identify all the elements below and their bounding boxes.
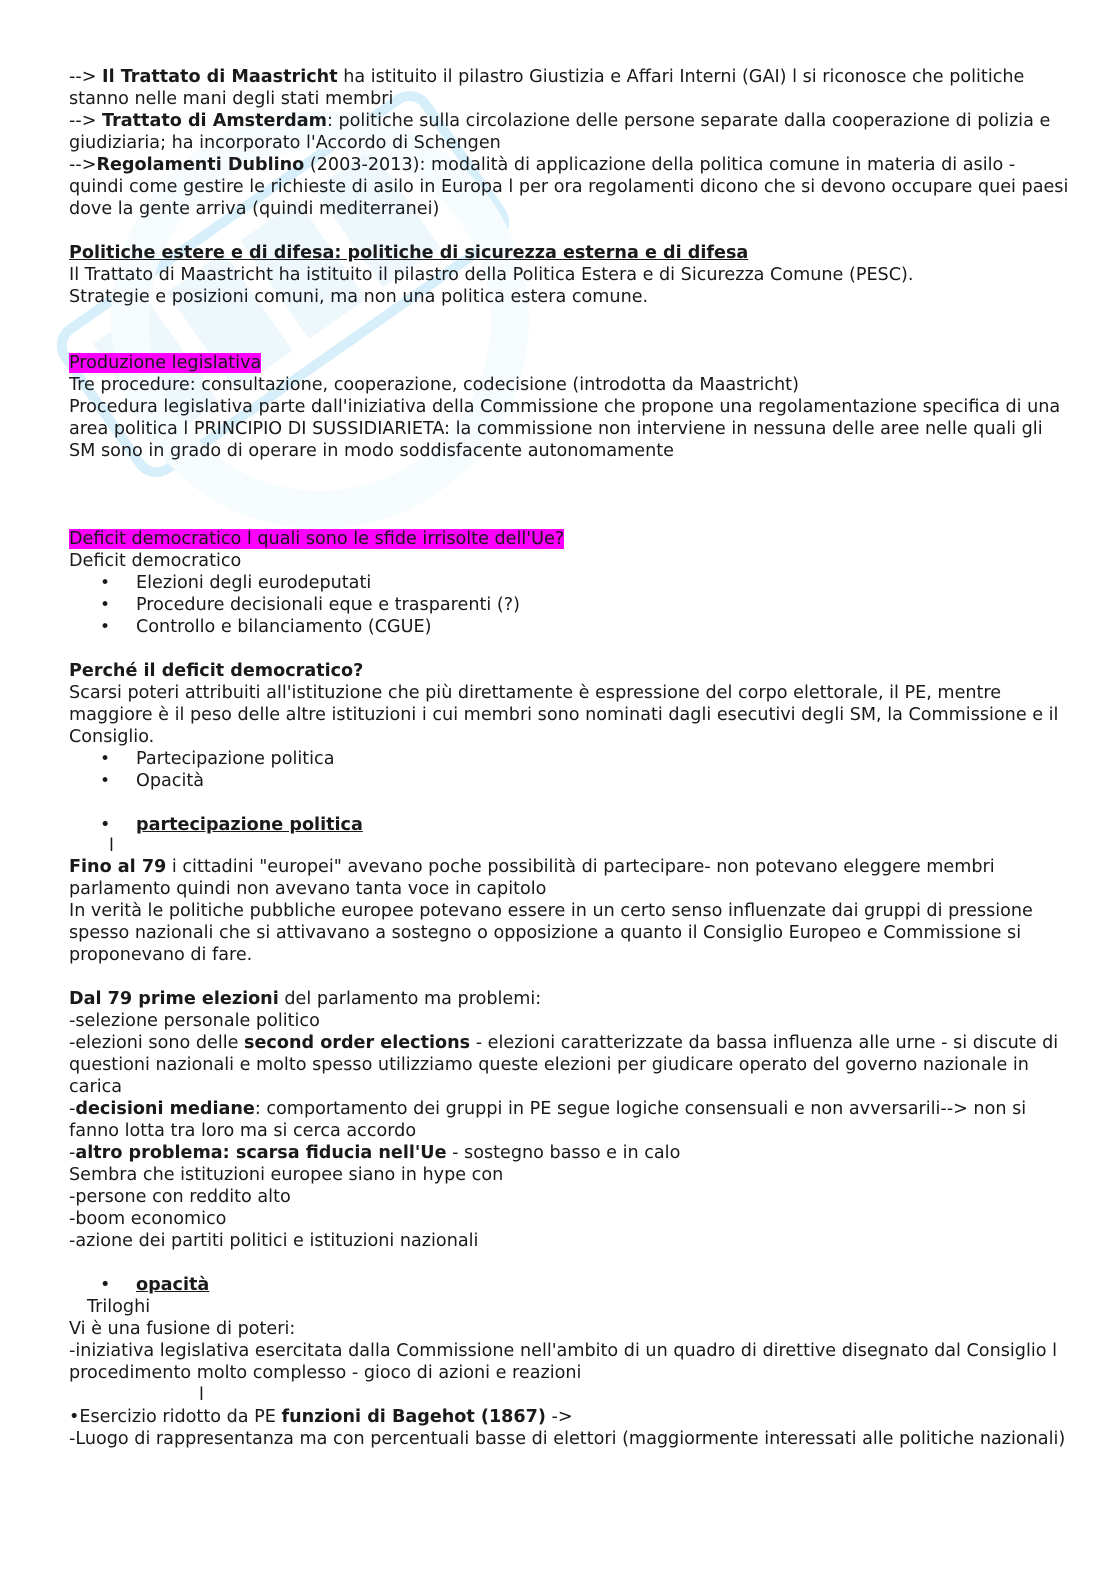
term-maastricht: Il Trattato di Maastricht — [102, 67, 338, 87]
paragraph-in-verita: In verità le politiche pubbliche europee potevano essere in un certo senso influenzate dai gruppi di pressione spesso nazionali che si attivavano a sostegno o opposizione a quanto il Consiglio Europeo e Commissione si proponevano di fare. — [69, 901, 1033, 965]
heading-opacita: • opacità — [100, 1275, 210, 1295]
list-item: • Partecipazione politica — [69, 748, 1069, 770]
term-amsterdam: Trattato di Amsterdam — [102, 111, 327, 131]
paragraph-procedura-legislativa: Procedura legislativa parte dall'iniziativa della Commissione che propone una regolamentazione specifica di una area politica l PRINCIPIO DI SUSSIDIARIETA: la commissione non interviene in nessuna delle aree nelle quali gli SM sono in grado di operare in modo soddisfacente autonomamente — [69, 397, 1061, 461]
paragraph-procedure: Tre procedure: consultazione, cooperazione, codecisione (introdotta da Maastricht) — [69, 375, 799, 395]
heading-deficit-democratico: Deficit democratico l quali sono le sfide irrisolte dell'Ue? — [69, 529, 565, 549]
paragraph-deficit-intro: Deficit democratico — [69, 551, 242, 571]
document-content — [69, 66, 1069, 1450]
bar-mark: l — [109, 836, 114, 856]
paragraph-fusione: Vi è una fusione di poteri: — [69, 1319, 296, 1339]
paragraph-scarsi-poteri: Scarsi poteri attribuiti all'istituzione che più direttamente è espressione del corpo elettorale, il PE, mentre maggiore è il peso delle altre istituzioni i cui membri sono nominati dagli esecutivi degli SM, la Commissione e il Consiglio. — [69, 683, 1059, 747]
paragraph-scarsa-fiducia: -altro problema: scarsa fiducia nell'Ue - sostegno basso e in calo — [69, 1143, 681, 1163]
paragraph-dublino: -->Regolamenti Dublino (2003-2013): modalità di applicazione della politica comune in materia di asilo - quindi come gestire le richieste di asilo in Europa l per ora regolamenti dicono che si devono occupare quei paesi dove la gente arriva (quindi mediterranei) — [69, 155, 1069, 219]
paragraph-second-order: -elezioni sono delle second order elections - elezioni caratterizzate da bassa influenza alle urne - si discute di questioni nazionali e molto spesso utilizziamo queste elezioni per giudicare operato del governo nazionale in carica — [69, 1033, 1059, 1097]
list-item: • Controllo e bilanciamento (CGUE) — [69, 616, 1069, 638]
paragraph-fino-al-79: Fino al 79 i cittadini "europei" avevano poche possibilità di partecipare- non potevano eleggere membri parlamento quindi non avevano tanta voce in capitolo — [69, 857, 995, 899]
paragraph-boom: -boom economico — [69, 1209, 227, 1229]
list-item: • Opacità — [69, 770, 1069, 792]
deficit-list — [69, 572, 1069, 638]
list-item: • Procedure decisionali eque e trasparenti (?) — [69, 594, 1069, 616]
paragraph-decisioni-mediane: -decisioni mediane: comportamento dei gruppi in PE segue logiche consensuali e non avversarili--> non si fanno lotta tra loro ma si cerca accordo — [69, 1099, 1027, 1141]
paragraph-pesc: Il Trattato di Maastricht ha istituito il pilastro della Politica Estera e di Sicurezza Comune (PESC). — [69, 265, 914, 285]
perche-list — [69, 748, 1069, 792]
paragraph-iniziativa: -iniziativa legislativa esercitata dalla Commissione nell'ambito di un quadro di direttive disegnato dal Consiglio l procedimento molto complesso - gioco di azioni e reazioni — [69, 1341, 1057, 1383]
heading-perche-deficit: Perché il deficit democratico? — [69, 661, 364, 681]
paragraph-reddito: -persone con reddito alto — [69, 1187, 291, 1207]
paragraph-amsterdam: --> Trattato di Amsterdam: politiche sulla circolazione delle persone separate dalla cooperazione di polizia e giudiziaria; ha incorporato l'Accordo di Schengen — [69, 111, 1051, 153]
paragraph-maastricht: --> Il Trattato di Maastricht ha istituito il pilastro Giustizia e Affari Interni (GAI) l si riconosce che politiche stanno nelle mani degli stati membri — [69, 67, 1025, 109]
paragraph-partiti: -azione dei partiti politici e istituzioni nazionali — [69, 1231, 479, 1251]
paragraph-hype: Sembra che istituzioni europee siano in hype con — [69, 1165, 504, 1185]
heading-politiche-estere: Politiche estere e di difesa: politiche di sicurezza esterna e di difesa — [69, 243, 749, 263]
heading-produzione-legislativa: Produzione legislativa — [69, 353, 262, 373]
paragraph-selezione: -selezione personale politico — [69, 1011, 320, 1031]
paragraph-bagehot: •Esercizio ridotto da PE funzioni di Bagehot (1867) -> — [69, 1407, 573, 1427]
paragraph-dal-79: Dal 79 prime elezioni del parlamento ma problemi: — [69, 989, 542, 1009]
term-dublino: Regolamenti Dublino — [96, 155, 305, 175]
heading-partecipazione-politica: • partecipazione politica — [100, 815, 363, 835]
list-item: • Elezioni degli eurodeputati — [69, 572, 1069, 594]
paragraph-rappresentanza: -Luogo di rappresentanza ma con percentuali basse di elettori (maggiormente interessati alle politiche nazionali) — [69, 1429, 1066, 1449]
bar-mark: l — [199, 1385, 204, 1405]
paragraph-triloghi: Triloghi — [87, 1297, 151, 1317]
paragraph-strategie: Strategie e posizioni comuni, ma non una politica estera comune. — [69, 287, 649, 307]
